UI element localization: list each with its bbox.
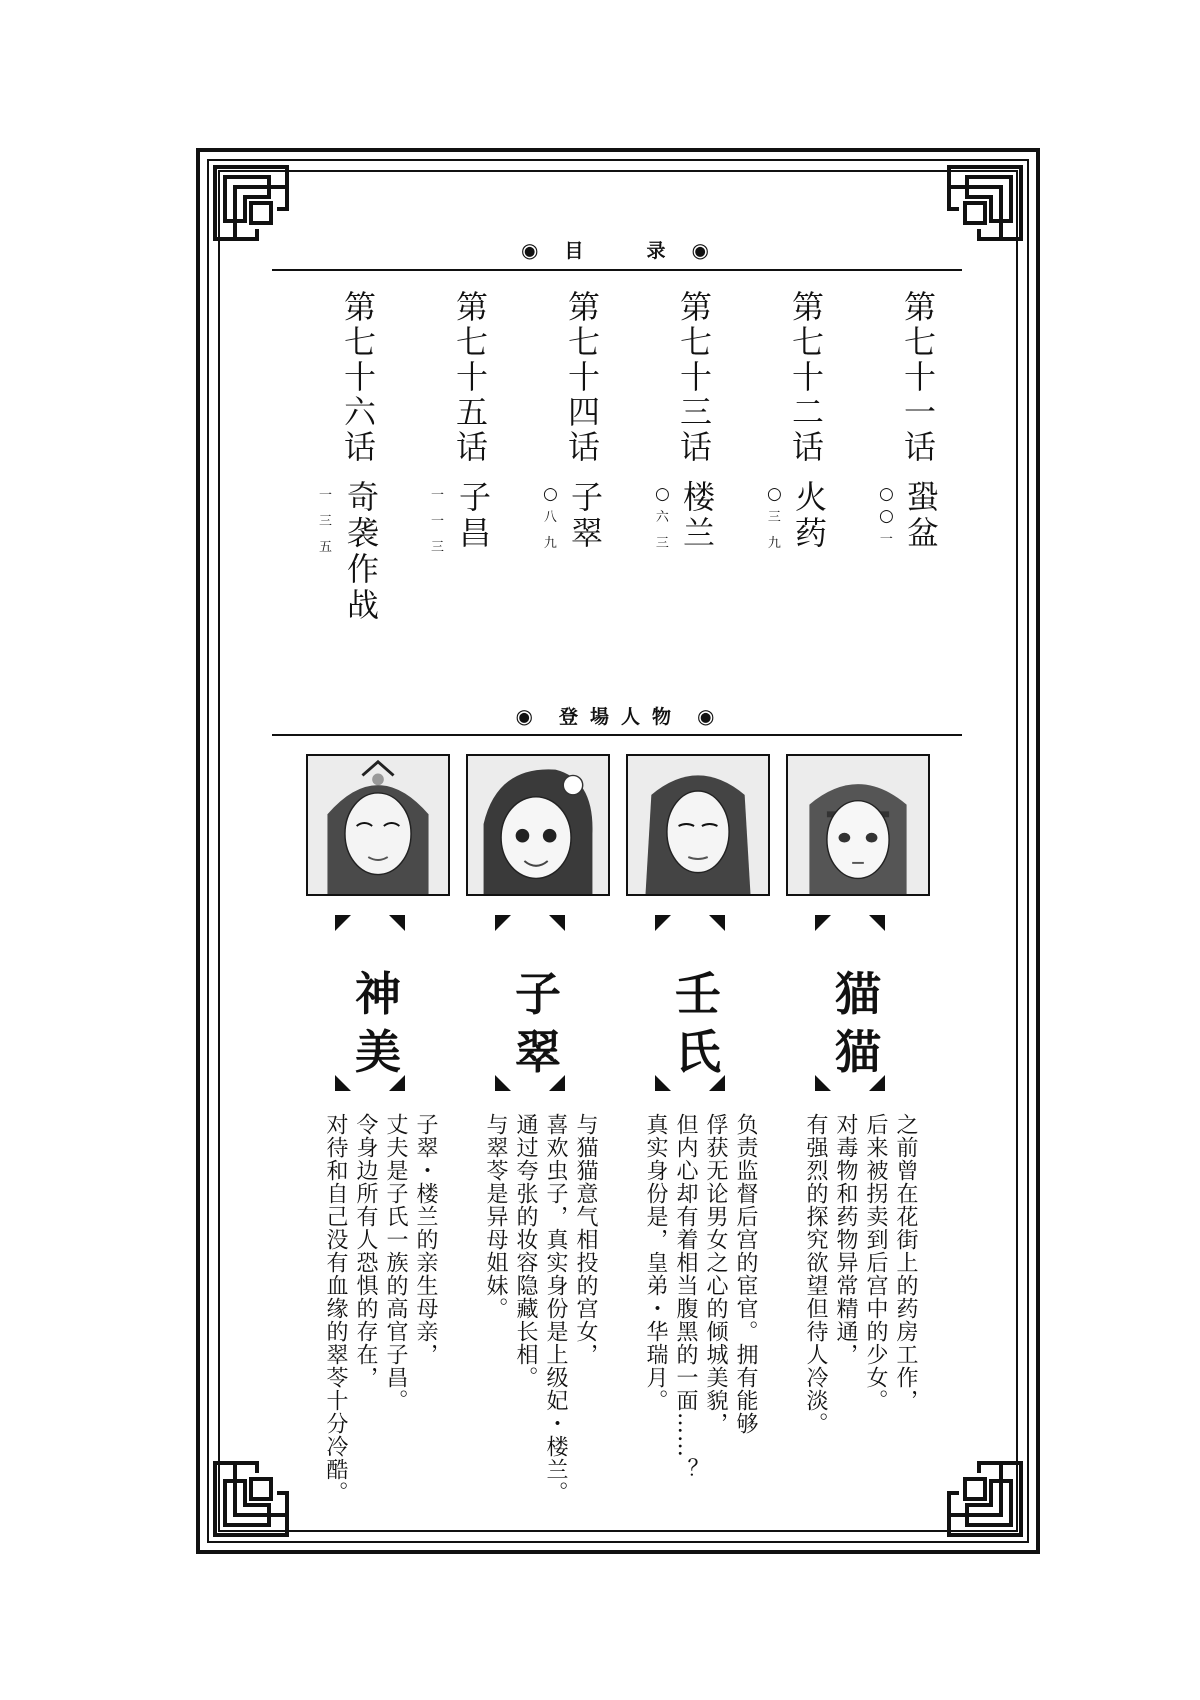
toc-chapter-number: 第 七 十 四 话 bbox=[567, 288, 600, 466]
description-line: 通过夸张的妆容隐藏长相。 bbox=[513, 1113, 538, 1389]
bracket-mark-icon bbox=[709, 915, 725, 931]
toc-title: 目 录 bbox=[564, 240, 688, 262]
toc-chapter-title: 蛩 盆 bbox=[907, 478, 940, 552]
character-name-block bbox=[493, 915, 583, 1095]
portrait-zicui bbox=[466, 754, 610, 896]
description-line: 有强烈的探究欲望但待人冷淡。 bbox=[803, 1113, 828, 1435]
toc-chapter-number: 第 七 十 五 话 bbox=[455, 288, 488, 466]
description-line: 真实身份是，皇弟・华瑞月。 bbox=[643, 1113, 668, 1412]
description-line: 负责监督后宫的宦官。拥有能够 bbox=[733, 1113, 758, 1435]
bullet-icon: ◉ bbox=[515, 703, 533, 728]
description-line: 对待和自己没有血缘的翠苓十分冷酷。 bbox=[323, 1113, 348, 1504]
toc-entry[interactable] bbox=[319, 288, 395, 639]
toc-chapter-title: 奇 袭 作 战 bbox=[347, 478, 380, 624]
bracket-mark-icon bbox=[335, 915, 351, 931]
toc-chapter-title: 子 昌 bbox=[459, 478, 492, 552]
toc-page-number: ○ ○ 一 bbox=[879, 484, 894, 547]
character-name-block bbox=[653, 915, 743, 1095]
toc-entry[interactable] bbox=[879, 288, 955, 639]
cast-title: 登場人物 bbox=[558, 706, 683, 728]
bracket-mark-icon bbox=[815, 915, 831, 931]
toc-page-number: ○ 六 三 bbox=[655, 484, 670, 551]
description-line: 俘获无论男女之心的倾城美貌， bbox=[703, 1113, 728, 1435]
description-line: 令身边所有人恐惧的存在， bbox=[353, 1113, 378, 1389]
toc-entry[interactable] bbox=[431, 288, 507, 639]
character-description bbox=[638, 1113, 758, 1513]
character-description bbox=[318, 1113, 438, 1513]
portrait-maomao bbox=[786, 754, 930, 896]
toc-heading bbox=[270, 236, 960, 263]
toc-entry[interactable] bbox=[767, 288, 843, 639]
toc-chapter-title: 楼 兰 bbox=[683, 478, 716, 552]
toc-chapter-title: 子 翠 bbox=[571, 478, 604, 552]
description-line: 丈夫是子氏一族的高官子昌。 bbox=[383, 1113, 408, 1412]
cast-heading bbox=[270, 702, 960, 729]
description-line: 之前曾在花街上的药房工作， bbox=[893, 1113, 918, 1412]
description-line: 后来被拐卖到后宫中的少女。 bbox=[863, 1113, 888, 1412]
toc-entry[interactable] bbox=[655, 288, 731, 639]
bullet-icon: ◉ bbox=[697, 703, 715, 728]
description-line: 但内心却有着相当腹黑的一面……？ bbox=[673, 1113, 698, 1481]
bracket-mark-icon bbox=[389, 915, 405, 931]
bracket-mark-icon bbox=[869, 915, 885, 931]
cast-divider bbox=[272, 734, 962, 736]
description-line: 喜欢虫子，真实身份是上级妃・楼兰。 bbox=[543, 1113, 568, 1504]
portrait-shenmei bbox=[306, 754, 450, 896]
bullet-icon: ◉ bbox=[521, 237, 539, 262]
description-line: 与猫猫意气相投的宫女， bbox=[573, 1113, 598, 1366]
description-line: 与翠苓是异母姐妹。 bbox=[483, 1113, 508, 1320]
bracket-mark-icon bbox=[655, 915, 671, 931]
bracket-mark-icon bbox=[495, 915, 511, 931]
toc-entry[interactable] bbox=[543, 288, 619, 639]
corner-ornament-bottom-right bbox=[939, 1453, 1029, 1543]
toc-page-number: ○ 八 九 bbox=[543, 484, 558, 551]
toc-chapter-number: 第 七 十 二 话 bbox=[791, 288, 824, 466]
toc-chapter-number: 第 七 十 六 话 bbox=[343, 288, 376, 466]
corner-ornament-bottom-left bbox=[207, 1453, 297, 1543]
description-line: 子翠・楼兰的亲生母亲， bbox=[413, 1113, 438, 1366]
bullet-icon: ◉ bbox=[691, 237, 709, 262]
character-description bbox=[478, 1113, 598, 1513]
toc-chapter-number: 第 七 十 三 话 bbox=[679, 288, 712, 466]
character-name: 神 美 bbox=[355, 967, 401, 1079]
character-name-block bbox=[813, 915, 903, 1095]
character-name: 子 翠 bbox=[515, 967, 561, 1079]
toc-divider bbox=[272, 269, 962, 271]
toc-page-number: 一 一 三 bbox=[431, 488, 445, 555]
portrait-jinshi bbox=[626, 754, 770, 896]
character-name: 猫 猫 bbox=[835, 967, 881, 1079]
toc-page-number: 一 三 五 bbox=[319, 488, 333, 555]
character-name: 壬 氏 bbox=[675, 967, 721, 1079]
toc-chapter-number: 第 七 十 一 话 bbox=[903, 288, 936, 466]
character-description bbox=[798, 1113, 918, 1513]
description-line: 对毒物和药物异常精通， bbox=[833, 1113, 858, 1366]
character-name-block bbox=[333, 915, 423, 1095]
toc-page-number: ○ 三 九 bbox=[767, 484, 782, 551]
toc-chapter-title: 火 药 bbox=[795, 478, 828, 552]
bracket-mark-icon bbox=[549, 915, 565, 931]
